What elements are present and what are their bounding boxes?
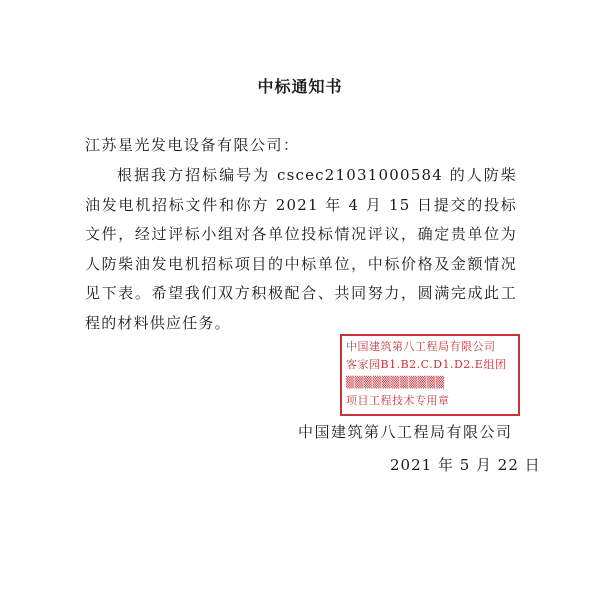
stamp-line: 中国建筑第八工程局有限公司 [346, 340, 496, 353]
stamp-line-blurred: ▒▒▒▒▒▒▒▒▒▒▒ [346, 376, 445, 389]
signatory: 中国建筑第八工程局有限公司 [298, 423, 513, 441]
stamp-line: 项目工程技术专用章 [346, 394, 450, 407]
official-stamp [340, 334, 520, 416]
issue-date: 2021 年 5 月 22 日 [390, 456, 541, 474]
body-paragraph: 根据我方招标编号为 cscec21031000584 的人防柴油发电机招标文件和你方 2021 年 4 月 15 日提交的投标文件，经过评标小组对各单位投标情况评议，确定贵单位为人防柴油发电机招标项目的中标单位，中标价格及金额情况见下表。希望我们双方积极配合、共同努力，圆满完成此工程的材料供应任务。 [85, 166, 517, 332]
stamp-line: 客家园B1.B2.C.D1.D2.E组团 [346, 358, 507, 371]
document-title: 中标通知书 [257, 77, 343, 96]
salutation: 江苏星光发电设备有限公司： [85, 136, 300, 154]
